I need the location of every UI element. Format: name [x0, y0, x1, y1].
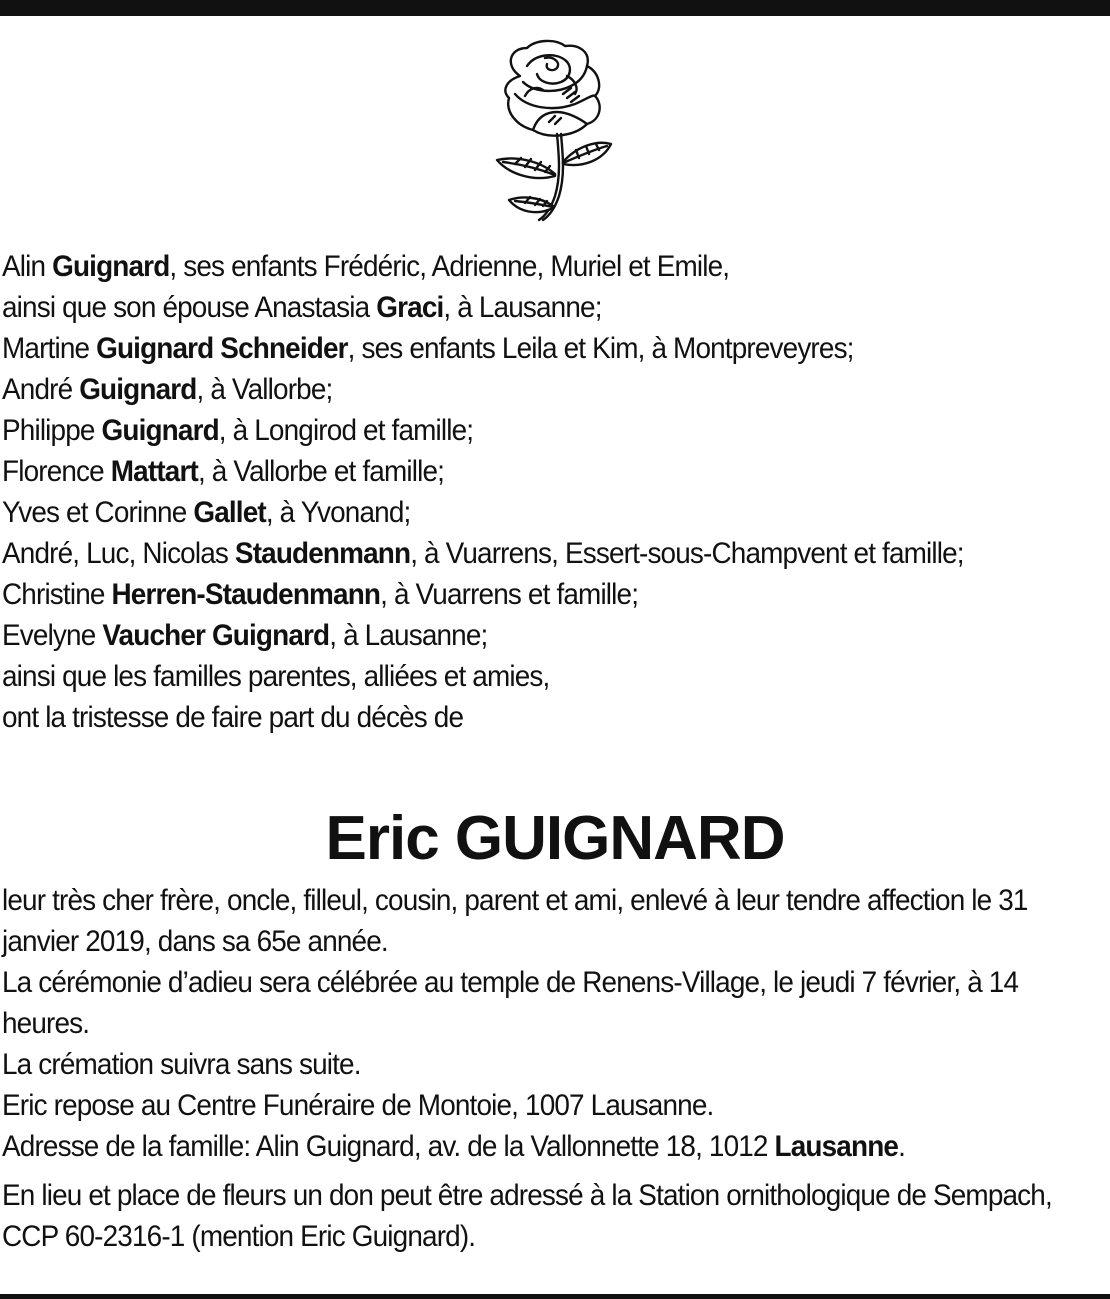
family-line: André, Luc, Nicolas Staudenmann, à Vuarrens, Essert-sous-Champvent et famille; [2, 537, 964, 570]
family-line: Yves et Corinne Gallet, à Yvonand; [2, 496, 411, 529]
family-line: Florence Mattart, à Vallorbe et famille; [2, 455, 445, 488]
rose-icon [475, 36, 625, 222]
family-line: André Guignard, à Vallorbe; [2, 373, 333, 406]
family-line: Christine Herren-Staudenmann, à Vuarrens et famille; [2, 578, 639, 611]
bottom-border-rule [0, 1294, 1110, 1299]
cremation-text: La crémation suivra sans suite. [2, 1048, 361, 1081]
deceased-name: Eric GUIGNARD [325, 804, 785, 873]
relation-text: leur très cher frère, oncle, filleul, cousin, parent et ami, enlevé à leur tendre affection le 31 janvier 2019, dans sa 65e année. [2, 884, 1028, 958]
family-line: Alin Guignard, ses enfants Frédéric, Adrienne, Muriel et Emile, [2, 250, 730, 283]
family-line: Martine Guignard Schneider, ses enfants Leila et Kim, à Montpreveyres; [2, 332, 854, 365]
repose-text: Eric repose au Centre Funéraire de Montoie, 1007 Lausanne. [2, 1089, 714, 1122]
ceremony-text: La cérémonie d’adieu sera célébrée au temple de Renens-Village, le jeudi 7 février, à 14 heures. [2, 966, 1019, 1040]
donation-text: En lieu et place de fleurs un don peut être adressé à la Station ornithologique de Sempach, CCP 60-2316-1 (mention Eric Guignard). [2, 1179, 1052, 1253]
closing-line: ont la tristesse de faire part du décès de [2, 701, 464, 734]
family-line: ainsi que son épouse Anastasia Graci, à Lausanne; [2, 291, 602, 324]
family-line: Evelyne Vaucher Guignard, à Lausanne; [2, 619, 488, 652]
family-notice [2, 246, 1108, 738]
family-line: Philippe Guignard, à Longirod et famille; [2, 414, 474, 447]
top-border-rule [0, 0, 1110, 16]
family-address: Adresse de la famille: Alin Guignard, av. de la Vallonnette 18, 1012 Lausanne. [2, 1130, 906, 1163]
notice-details [2, 880, 1108, 1257]
closing-line: ainsi que les familles parentes, alliées et amies, [2, 660, 550, 693]
